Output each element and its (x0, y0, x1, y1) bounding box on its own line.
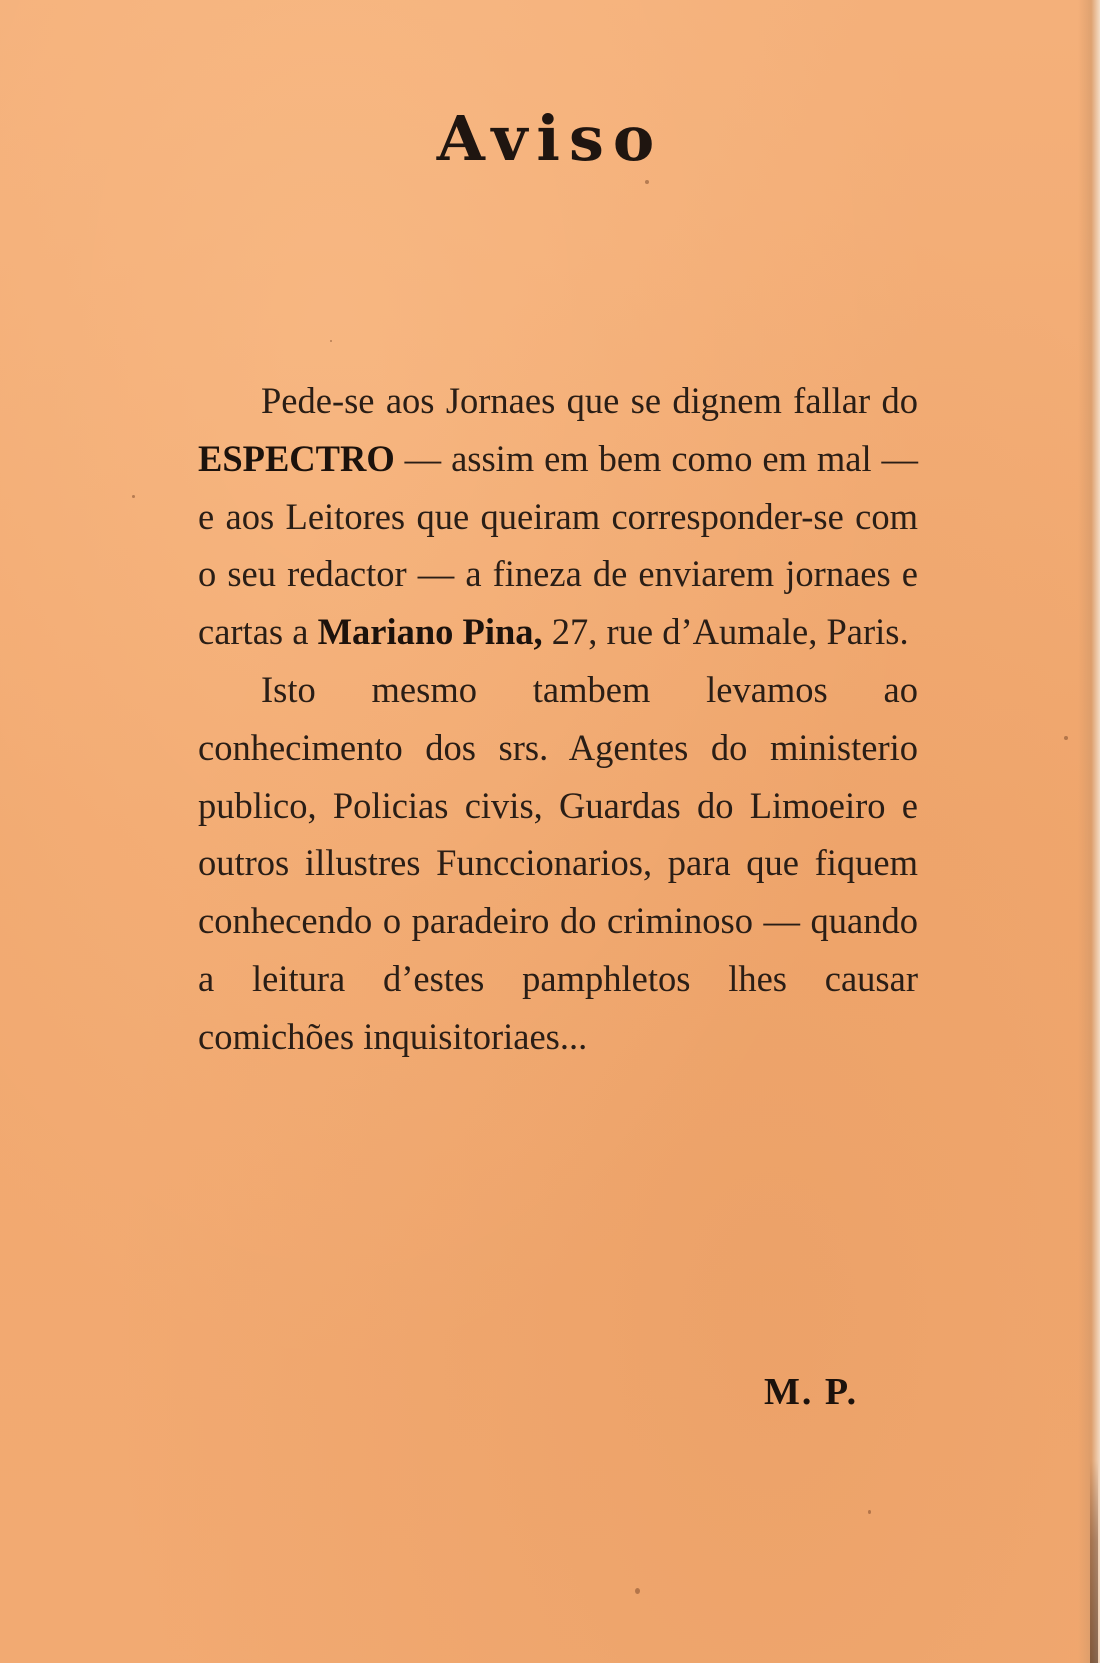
page-edge (1078, 0, 1100, 1663)
paper-speck (330, 340, 332, 342)
notice-title: Aviso (436, 102, 664, 175)
notice-body (198, 372, 918, 1066)
signature: M. P. (764, 1371, 859, 1413)
paper-speck (635, 1588, 640, 1594)
editor-name: Mariano Pina, (317, 611, 543, 653)
paragraph-text: — assim em bem como em mal — e aos Leitores que queiram corresponder-se com o seu redactor — a fineza de enviarem jornaes e cartas a (198, 437, 918, 653)
page-edge-wear (1090, 1460, 1098, 1663)
publication-name: ESPECTRO (198, 437, 395, 479)
paragraph-text: Pede-se aos Jornaes que se dignem fallar do (261, 380, 918, 421)
address-text: 27, rue d’Aumale, Paris. (542, 611, 909, 653)
paper-speck (132, 495, 135, 498)
paper-speck (645, 180, 649, 184)
notice-paragraph: Isto mesmo tambem levamos ao conhecimento dos srs. Agentes do ministerio publico, Policias civis, Guardas do Limoeiro e outros illustres Funccionarios, para que fiquem conhecendo o paradeiro do criminoso — quando a leitura d’estes pamphletos lhes causar comichões inquisitoriaes... (198, 668, 918, 1057)
paper-speck (1064, 736, 1068, 740)
notice-paragraph (198, 372, 918, 661)
paper-speck (868, 1510, 871, 1514)
